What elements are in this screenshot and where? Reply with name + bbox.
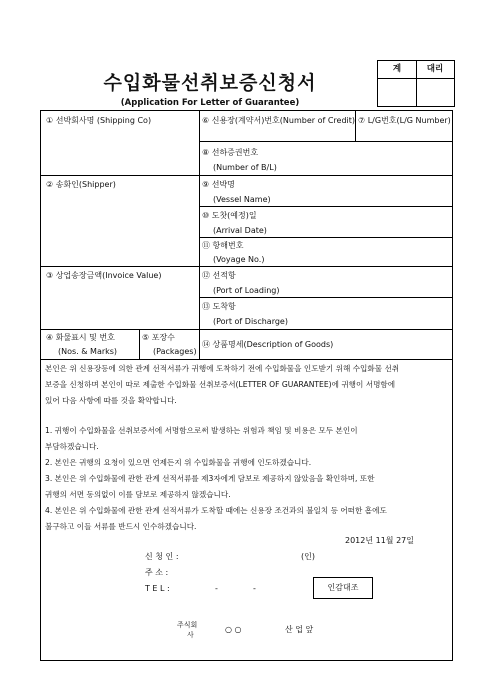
marks-label-en: (Nos. & Marks) (58, 347, 118, 356)
port-of-discharge-label-en: (Port of Discharge) (213, 317, 288, 326)
divider (199, 329, 200, 359)
shipper-label: ② 송화인(Shipper) (46, 180, 116, 189)
port-of-discharge-label: ⑬ 도착항 (202, 302, 236, 311)
address-label: 주 소 : (145, 568, 169, 577)
document-subtitle: (Application For Letter of Guarantee) (120, 98, 300, 108)
divider (41, 175, 453, 176)
applicant-label: 신 청 인 : (145, 552, 179, 561)
clause-1-cont: 부담하겠습니다. (45, 442, 99, 451)
arrival-date-label-en: (Arrival Date) (213, 226, 267, 235)
bank-label-top: 주식회 (177, 621, 198, 629)
shipping-co-label: ① 선박회사명 (Shipping Co) (46, 116, 152, 125)
bank-name-blanks: ○ ○ (225, 625, 242, 634)
stamp-col-daeri: 대리 (416, 61, 454, 79)
divider (199, 297, 453, 298)
voyage-no-label-en: (Voyage No.) (213, 255, 265, 264)
credit-number-label: ⑥ 신용장(계약서)번호(Number of Credit) (202, 116, 356, 125)
intro-line-2: 보증을 신청하며 본인이 따로 제출한 수입화물 선취보증서(LETTER OF GUARANTEE)에 귀행이 서명함에 (45, 380, 396, 389)
bl-number-label-en: (Number of B/L) (213, 163, 277, 172)
vessel-name-label-en: (Vessel Name) (213, 195, 271, 204)
stamp-divider (416, 78, 417, 106)
packages-label-en: (Packages) (153, 347, 197, 356)
document-title: 수입화물선취보증신청서 (103, 72, 317, 94)
port-of-loading-label: ⑫ 선적항 (202, 271, 236, 280)
clause-4-cont: 불구하고 이들 서류를 반드시 인수하겠습니다. (45, 522, 197, 531)
intro-line-3: 있어 다음 사항에 따를 것을 확약합니다. (45, 396, 177, 405)
invoice-value-label: ③ 상업송장금액(Invoice Value) (46, 271, 162, 280)
divider (41, 266, 453, 267)
bl-number-label: ⑧ 선하증권번호 (202, 148, 259, 157)
intro-line-1: 본인은 위 신용장등에 의한 관계 선적서류가 귀행에 도착하기 전에 수입화물을 인도받기 위해 수입화물 선취 (45, 364, 400, 373)
clause-2: 2. 본인은 귀행의 요청이 있으면 언제든지 위 수입화물을 귀행에 인도하겠습니다. (45, 458, 312, 467)
tel-separator: - (253, 584, 256, 593)
clause-3: 3. 본인은 위 수입화물에 관한 관계 선적서류를 제3자에게 담보로 제공하지 않았음을 확인하며, 또한 (45, 474, 375, 483)
divider (199, 237, 453, 238)
divider (41, 359, 453, 360)
port-of-loading-label-en: (Port of Loading) (213, 286, 280, 295)
stamp-col-gye: 계 (378, 61, 417, 79)
vessel-name-label: ⑨ 선박명 (202, 180, 235, 189)
bank-name: 산 업 앞 (285, 625, 314, 634)
approval-stamp-box (377, 60, 455, 107)
voyage-no-label: ⑪ 항해번호 (202, 241, 244, 250)
packages-label: ⑤ 포장수 (142, 333, 175, 342)
clause-4: 4. 본인은 위 수입화물에 관한 관계 선적서류가 도착할 때에는 신용장 조건과의 불일치 등 어떠한 흠에도 (45, 506, 387, 515)
marks-label: ④ 화물표시 및 번호 (46, 333, 115, 342)
application-form (40, 110, 453, 661)
goods-description-label: ⑭ 상품명세(Description of Goods) (202, 340, 334, 349)
applicant-seal-mark: (인) (301, 552, 315, 561)
lg-number-label: ⑦ L/G번호(L/G Number) (358, 116, 451, 125)
application-date: 2012년 11월 27일 (345, 536, 414, 545)
tel-separator: - (215, 584, 218, 593)
clause-3-cont: 귀행의 서면 동의없이 이를 담보로 제공하지 않겠습니다. (45, 490, 231, 499)
divider (41, 329, 453, 330)
divider (199, 141, 453, 142)
divider (139, 329, 140, 359)
tel-label: T E L : (145, 584, 170, 593)
arrival-date-label: ⑩ 도찻(예정)일 (202, 211, 257, 220)
divider (199, 206, 453, 207)
seal-verification-box: 인감대조 (313, 577, 373, 599)
divider (199, 111, 200, 329)
bank-label-bottom: 사 (187, 631, 194, 639)
divider (355, 111, 356, 141)
clause-1: 1. 귀행이 수입화물을 선취보증서에 서명함으로써 발생하는 위험과 책임 및 비용은 모두 본인이 (45, 426, 358, 435)
